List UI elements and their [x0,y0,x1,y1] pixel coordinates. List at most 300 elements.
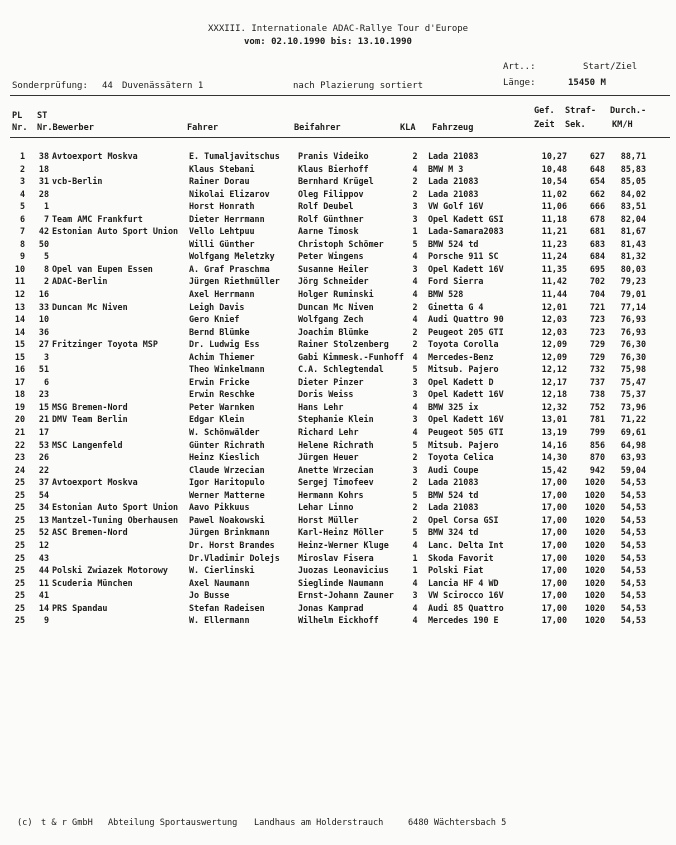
time-cell: 17,00 [541,539,567,550]
table-row [12,288,646,301]
table-row [12,351,646,364]
codriver-cell: Peter Wingens [298,251,364,262]
placement-cell: 25 [14,527,25,538]
vehicle-cell: Opel Kadett GSI [428,213,504,224]
table-row [12,451,646,464]
start-number-cell: 44 [38,565,49,576]
class-cell: 4 [412,539,418,550]
codriver-cell: Gabi Kimmesk.-Funhoff [298,351,404,362]
header-rule-bottom [10,137,670,138]
time-cell: 12,32 [541,401,567,412]
entrant-cell [51,388,189,401]
entrant-cell [51,426,189,439]
event-dates: vom: 02.10.1990 bis: 13.10.1990 [244,37,412,47]
penalty-seconds-cell: 738 [589,389,605,400]
time-cell: 14,16 [541,439,567,450]
vehicle-cell: Ford Sierra [428,276,484,287]
time-cell: 12,12 [541,364,567,375]
entrant-cell: Team AMC Frankfurt [52,213,143,224]
average-speed-cell: 54,53 [620,565,646,576]
class-cell: 3 [412,213,418,224]
penalty-seconds-cell: 1020 [584,527,605,538]
start-number-cell: 16 [38,289,49,300]
class-cell: 2 [412,477,418,488]
average-speed-cell: 73,96 [620,401,646,412]
start-number-cell: 18 [38,163,49,174]
average-speed-cell: 54,53 [620,539,646,550]
placement-cell: 14 [14,314,25,325]
time-cell: 12,01 [541,301,567,312]
average-speed-cell: 69,61 [620,427,646,438]
entrant-cell: Scuderia München [52,577,133,588]
codriver-cell: Oleg Filippov [298,188,364,199]
entrant-cell: Avtoexport Moskva [52,151,138,161]
placement-cell: 5 [19,201,25,212]
time-cell: 17,00 [541,615,567,626]
time-cell: 11,24 [541,251,567,262]
driver-cell: Theo Winkelmann [189,364,265,375]
penalty-seconds-cell: 1020 [584,552,605,563]
time-cell: 17,00 [541,489,567,500]
vehicle-cell: Mercedes-Benz [428,351,494,362]
start-number-cell: 7 [43,213,49,224]
driver-cell: Pawel Noakowski [189,514,265,525]
placement-cell: 20 [14,414,25,425]
start-number-cell: 15 [38,401,49,412]
penalty-seconds-cell: 732 [589,364,605,375]
vehicle-cell: Lanc. Delta Int [428,539,504,550]
table-row [12,175,646,188]
placement-cell: 25 [14,602,25,613]
average-speed-cell: 81,32 [620,251,646,262]
average-speed-cell: 75,47 [620,376,646,387]
average-speed-cell: 54,53 [620,514,646,525]
class-cell: 4 [412,276,418,287]
placement-cell: 4 [19,188,25,199]
entrant-cell [51,238,189,251]
driver-cell: Axel Naumann [189,577,250,588]
penalty-seconds-cell: 1020 [584,502,605,513]
entrant-cell [51,288,189,301]
entrant-cell [51,376,189,389]
table-row [12,526,646,539]
col-durch: Durch.- [610,106,647,116]
class-cell: 4 [412,615,418,626]
class-cell: 4 [412,602,418,613]
driver-cell: Willi Günther [189,238,255,249]
codriver-cell: Joachim Blümke [298,326,369,337]
table-row [12,225,646,238]
driver-cell: Leigh Davis [189,301,245,312]
average-speed-cell: 54,53 [620,552,646,563]
penalty-seconds-cell: 695 [589,263,605,274]
vehicle-cell: Skoda Favorit [428,552,494,563]
col-fahrzeug: Fahrzeug [432,123,474,133]
placement-cell: 2 [19,163,25,174]
entrant-cell [51,589,189,602]
time-cell: 10,27 [541,151,567,161]
col-bewerber: Nr.Bewerber [37,123,94,133]
time-cell: 11,35 [541,263,567,274]
time-cell: 17,00 [541,552,567,563]
penalty-seconds-cell: 752 [589,401,605,412]
driver-cell: Axel Herrmann [189,289,255,300]
placement-cell: 11 [14,276,25,287]
entrant-cell: vcb-Berlin [52,176,103,187]
placement-cell: 25 [14,552,25,563]
placement-cell: 15 [14,339,25,350]
average-speed-cell: 82,04 [620,213,646,224]
col-beifahrer: Beifahrer [294,123,341,133]
entrant-cell [51,326,189,339]
placement-cell: 22 [14,439,25,450]
class-cell: 2 [412,514,418,525]
start-number-cell: 27 [38,339,49,350]
average-speed-cell: 54,53 [620,577,646,588]
vehicle-cell: Opel Corsa GSI [428,514,499,525]
start-number-cell: 12 [38,539,49,550]
placement-cell: 25 [14,489,25,500]
footer-city: 6480 Wächtersbach 5 [408,818,507,828]
vehicle-cell: Mitsub. Pajero [428,439,499,450]
placement-cell: 24 [14,464,25,475]
start-number-cell: 34 [38,502,49,513]
driver-cell: Jürgen Riethmüller [189,276,280,287]
penalty-seconds-cell: 678 [589,213,605,224]
penalty-seconds-cell: 870 [589,452,605,463]
codriver-cell: Duncan Mc Niven [298,301,374,312]
class-cell: 4 [412,351,418,362]
table-row [12,514,646,527]
start-number-cell: 26 [38,452,49,463]
col-fahrer: Fahrer [187,123,219,133]
entrant-cell: Polski Zwiazek Motorowy [52,565,168,576]
penalty-seconds-cell: 684 [589,251,605,262]
average-speed-cell: 77,14 [620,301,646,312]
start-number-cell: 37 [38,477,49,488]
driver-cell: Dr.Vladimir Dolejs [189,552,280,563]
placement-cell: 15 [14,351,25,362]
vehicle-cell: BMW 324 td [428,527,479,538]
table-row [12,489,646,502]
driver-cell: Peter Warnken [189,401,255,412]
start-number-cell: 22 [38,464,49,475]
class-cell: 2 [412,188,418,199]
vehicle-cell: VW Scirocco 16V [428,590,504,601]
vehicle-cell: Toyota Corolla [428,339,499,350]
entrant-cell: MSC Langenfeld [52,439,123,450]
penalty-seconds-cell: 1020 [584,590,605,601]
start-number-cell: 14 [38,602,49,613]
penalty-seconds-cell: 1020 [584,577,605,588]
placement-cell: 14 [14,326,25,337]
penalty-seconds-cell: 1020 [584,489,605,500]
codriver-cell: Doris Weiss [298,389,354,400]
codriver-cell: Sieglinde Naumann [298,577,384,588]
class-cell: 3 [412,389,418,400]
average-speed-cell: 84,02 [620,188,646,199]
average-speed-cell: 81,67 [620,226,646,237]
footer-copyright: (c) [17,818,33,828]
start-number-cell: 23 [38,389,49,400]
placement-cell: 12 [14,289,25,300]
start-number-cell: 9 [43,615,49,626]
entrant-cell [51,351,189,364]
penalty-seconds-cell: 781 [589,414,605,425]
time-cell: 17,00 [541,602,567,613]
entrant-cell: Mantzel-Tuning Oberhausen [52,514,179,525]
penalty-seconds-cell: 721 [589,301,605,312]
time-cell: 11,42 [541,276,567,287]
placement-cell: 23 [14,452,25,463]
entrant-cell [51,313,189,326]
placement-cell: 3 [19,176,25,187]
driver-cell: Gero Knief [189,314,240,325]
time-cell: 12,03 [541,314,567,325]
table-row [12,376,646,389]
codriver-cell: Helene Richrath [298,439,374,450]
average-speed-cell: 76,30 [620,351,646,362]
driver-cell: Claude Wrzecian [189,464,265,475]
codriver-cell: C.A. Schlegtendal [298,364,384,375]
table-row [12,577,646,590]
start-number-cell: 54 [38,489,49,500]
penalty-seconds-cell: 1020 [584,565,605,576]
codriver-cell: Miroslav Fisera [298,552,374,563]
penalty-seconds-cell: 702 [589,276,605,287]
vehicle-cell: BMW 524 td [428,238,479,249]
driver-cell: A. Graf Praschma [189,263,270,274]
vehicle-cell: Opel Kadett 16V [428,263,504,274]
vehicle-cell: Audi Quattro 90 [428,314,504,325]
vehicle-cell: BMW M 3 [428,163,464,174]
table-row [12,213,646,226]
placement-cell: 8 [19,238,25,249]
codriver-cell: Richard Lehr [298,427,359,438]
average-speed-cell: 54,53 [620,489,646,500]
table-row [12,426,646,439]
average-speed-cell: 83,51 [620,201,646,212]
entrant-cell [51,464,189,477]
time-cell: 15,42 [541,464,567,475]
codriver-cell: Christoph Schömer [298,238,384,249]
placement-cell: 25 [14,565,25,576]
start-number-cell: 52 [38,527,49,538]
average-speed-cell: 81,43 [620,238,646,249]
col-sek: Sek. [565,120,586,130]
driver-cell: Nikolai Elizarov [189,188,270,199]
class-cell: 3 [412,464,418,475]
entrant-cell [51,188,189,201]
table-row [12,150,646,163]
placement-cell: 21 [14,427,25,438]
table-row [12,388,646,401]
table-row [12,439,646,452]
start-ziel-label: Start/Ziel [583,62,638,72]
start-number-cell: 6 [43,376,49,387]
driver-cell: W. Ellermann [189,615,250,626]
average-speed-cell: 54,53 [620,602,646,613]
stage-name: Duvenässätern 1 [122,81,204,91]
class-cell: 5 [412,238,418,249]
driver-cell: Jo Busse [189,590,230,601]
table-row [12,313,646,326]
table-row [12,188,646,201]
average-speed-cell: 88,71 [620,151,646,161]
vehicle-cell: Lancia HF 4 WD [428,577,499,588]
vehicle-cell: BMW 528 [428,289,464,300]
placement-cell: 13 [14,301,25,312]
table-row [12,501,646,514]
table-row [12,413,646,426]
start-number-cell: 41 [38,590,49,601]
table-row [12,476,646,489]
penalty-seconds-cell: 662 [589,188,605,199]
class-cell: 2 [412,339,418,350]
vehicle-cell: BMW 524 td [428,489,479,500]
entrant-cell: Duncan Mc Niven [52,301,128,312]
placement-cell: 19 [14,401,25,412]
placement-cell: 10 [14,263,25,274]
penalty-seconds-cell: 723 [589,326,605,337]
placement-cell: 16 [14,364,25,375]
class-cell: 4 [412,314,418,325]
table-row [12,326,646,339]
average-speed-cell: 75,37 [620,389,646,400]
codriver-cell: Jörg Schneider [298,276,369,287]
placement-cell: 25 [14,615,25,626]
average-speed-cell: 64,98 [620,439,646,450]
table-row [12,163,646,176]
stage-label: Sonderprüfung: [12,81,88,91]
average-speed-cell: 59,04 [620,464,646,475]
codriver-cell: Stephanie Klein [298,414,374,425]
class-cell: 1 [412,565,418,576]
start-number-cell: 43 [38,552,49,563]
average-speed-cell: 76,30 [620,339,646,350]
penalty-seconds-cell: 942 [589,464,605,475]
entrant-cell: Estonian Auto Sport Union [52,226,179,237]
driver-cell: Aavo Pikkuus [189,502,250,513]
class-cell: 4 [412,163,418,174]
codriver-cell: Juozas Leonavicius [298,565,389,576]
table-row [12,589,646,602]
driver-cell: Erwin Reschke [189,389,255,400]
art-label: Art..: [503,62,536,72]
average-speed-cell: 71,22 [620,414,646,425]
vehicle-cell: Lada 21083 [428,502,479,513]
vehicle-cell: Peugeot 505 GTI [428,427,504,438]
vehicle-cell: Porsche 911 SC [428,251,499,262]
average-speed-cell: 85,83 [620,163,646,174]
codriver-cell: Hans Lehr [298,401,344,412]
stage-number: 44 [102,81,113,91]
average-speed-cell: 76,93 [620,314,646,325]
entrant-cell: Estonian Auto Sport Union [52,502,179,513]
table-row [12,238,646,251]
entrant-cell: Avtoexport Moskva [52,477,138,488]
driver-cell: Dr. Horst Brandes [189,539,275,550]
time-cell: 11,18 [541,213,567,224]
codriver-cell: Holger Ruminski [298,289,374,300]
class-cell: 4 [412,401,418,412]
codriver-cell: Wolfgang Zech [298,314,364,325]
placement-cell: 17 [14,376,25,387]
vehicle-cell: Lada 21083 [428,151,479,161]
vehicle-cell: Audi 85 Quattro [428,602,504,613]
entrant-cell [51,163,189,176]
codriver-cell: Ernst-Johann Zauner [298,590,394,601]
codriver-cell: Anette Wrzecian [298,464,374,475]
start-number-cell: 33 [38,301,49,312]
start-number-cell: 3 [43,351,49,362]
time-cell: 12,09 [541,351,567,362]
codriver-cell: Klaus Bierhoff [298,163,369,174]
placement-cell: 9 [19,251,25,262]
penalty-seconds-cell: 654 [589,176,605,187]
placement-cell: 6 [19,213,25,224]
vehicle-cell: Mercedes 190 E [428,615,499,626]
driver-cell: Werner Matterne [189,489,265,500]
driver-cell: Klaus Stebani [189,163,255,174]
vehicle-cell: Opel Kadett 16V [428,414,504,425]
codriver-cell: Sergej Timofeev [298,477,374,488]
start-number-cell: 2 [43,276,49,287]
vehicle-cell: Mitsub. Pajero [428,364,499,375]
table-row [12,602,646,615]
entrant-cell: DMV Team Berlin [52,414,128,425]
placement-cell: 25 [14,514,25,525]
vehicle-cell: Lada-Samara2083 [428,226,504,237]
entrant-cell: PRS Spandau [52,602,108,613]
vehicle-cell: Lada 21083 [428,188,479,199]
results-body [12,150,646,627]
codriver-cell: Rolf Deubel [298,201,354,212]
footer-dept: Abteilung Sportauswertung [108,818,238,828]
entrant-cell [51,539,189,552]
time-cell: 17,00 [541,514,567,525]
length-label: Länge: [503,78,536,88]
start-number-cell: 1 [43,201,49,212]
entrant-cell [51,552,189,565]
codriver-cell: Bernhard Krügel [298,176,374,187]
table-row [12,614,646,627]
driver-cell: Edgar Klein [189,414,245,425]
table-row [12,552,646,565]
class-cell: 2 [412,151,418,161]
codriver-cell: Heinz-Werner Kluge [298,539,389,550]
entrant-cell [51,200,189,213]
time-cell: 13,01 [541,414,567,425]
start-number-cell: 5 [43,251,49,262]
start-number-cell: 36 [38,326,49,337]
time-cell: 11,06 [541,201,567,212]
codriver-cell: Wilhelm Eickhoff [298,615,379,626]
entrant-cell [51,250,189,263]
penalty-seconds-cell: 799 [589,427,605,438]
table-row [12,464,646,477]
time-cell: 17,00 [541,577,567,588]
col-straf: Straf- [565,106,597,116]
entrant-cell [51,489,189,502]
col-gef: Gef. [534,106,555,116]
time-cell: 11,23 [541,238,567,249]
time-cell: 12,03 [541,326,567,337]
table-row [12,301,646,314]
time-cell: 10,54 [541,176,567,187]
col-kmh: KM/H [612,120,633,130]
col-kla: KLA [400,123,416,133]
